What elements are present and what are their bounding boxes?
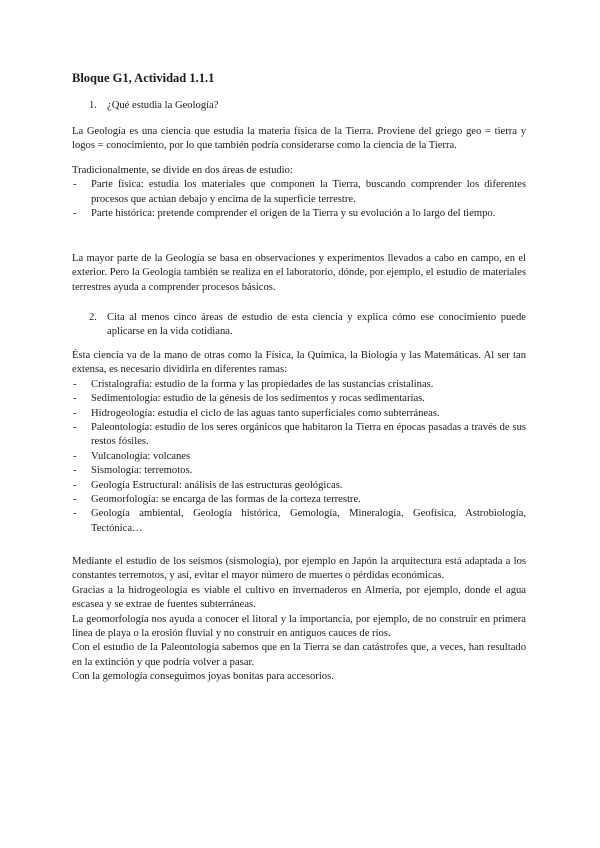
list-item: - Sismología: terremotos. xyxy=(72,464,526,478)
list-item: - Cristalografía: estudio de la forma y las propiedades de las sustancias cristalinas. xyxy=(72,378,526,392)
list-item: - Paleontología: estudio de los seres orgánicos que habitaron la Tierra en épocas pasadas a través de sus restos fósiles. xyxy=(72,421,526,450)
divisions-section xyxy=(72,164,526,222)
application-paragraph: Con la gemología conseguimos joyas bonitas para accesorios. xyxy=(72,671,334,683)
branches-lead: Ésta ciencia va de la mano de otras como la Física, la Química, la Biología y las Matemáticas. Al ser tan extensa, es necesario dividirla en diferentes ramas: xyxy=(72,350,526,376)
list-item: - Hidrogeología: estudia el ciclo de las aguas tanto superficiales como subterráneas. xyxy=(72,407,526,421)
list-item: - Geología Estructural: análisis de las estructuras geológicas. xyxy=(72,479,526,493)
question-2 xyxy=(89,311,526,340)
question-1 xyxy=(89,99,526,113)
application-paragraph: Gracias a la hidrogeología es viable el cultivo en invernaderos en Almería, por ejemplo, donde el agua escasea y se extrae de fuentes subterráneas. xyxy=(72,584,526,611)
list-item: - Sedimentología: estudio de la génesis de los sedimentos y rocas sedimentarias. xyxy=(72,392,526,406)
divisions-list xyxy=(72,178,526,221)
branches-list xyxy=(72,378,526,536)
divisions-lead: Tradicionalmente, se divide en dos áreas de estudio: xyxy=(72,165,293,176)
question-number: 2. xyxy=(89,312,97,323)
application-paragraph: Con el estudio de la Paleontología sabemos que en la Tierra se dan catástrofes que, a veces, han resultado en la extinción y que podría volver a pasar. xyxy=(72,642,526,668)
methods-paragraph: La mayor parte de la Geología se basa en observaciones y experimentos llevados a cabo en campo, en el exterior. Pero la Geología también se realiza en el laboratorio, dónde, por ejemplo, el estudio de materiales terrestres ayuda a comprender procesos básicos. xyxy=(72,253,526,293)
question-text: ¿Qué estudia la Geología? xyxy=(107,100,219,111)
list-item: - Vulcanología: volcanes xyxy=(72,450,526,464)
branches-section xyxy=(72,349,526,536)
intro-paragraph: La Geología es una ciencia que estudia la materia física de la Tierra. Proviene del griego geo = tierra y logos = conocimiento, por lo que también podría considerarse como la ciencia de la Tierra. xyxy=(72,126,526,152)
page-title: Bloque G1, Actividad 1.1.1 xyxy=(72,71,215,85)
list-item: - Geología ambiental, Geología histórica, Gemología, Mineralogía, Geofísica, Astrobiología, Tectónica… xyxy=(72,507,526,536)
applications-section xyxy=(72,555,526,685)
list-item: - Geomorfología: se encarga de las formas de la corteza terrestre. xyxy=(72,493,526,507)
list-item: - Parte física: estudia los materiales que componen la Tierra, buscando comprender los diferentes procesos que actúan debajo y encima de la superficie terrestre. xyxy=(72,178,526,207)
application-paragraph: Mediante el estudio de los seísmos (sismología), por ejemplo en Japón la arquitectura está adaptada a los constantes terremotos, y así, evitar el mayor número de muertes o pérdidas económicas. xyxy=(72,556,526,582)
application-paragraph: La geomorfología nos ayuda a conocer el litoral y la importancia, por ejemplo, de no construir en primera línea de playa o la erosión fluvial y no construir en antiguos cauces de ríos. xyxy=(72,613,526,640)
question-text: Cita al menos cinco áreas de estudio de esta ciencia y explica cómo ese conocimiento puede aplicarse en la vida cotidiana. xyxy=(107,312,526,338)
question-number: 1. xyxy=(89,100,97,111)
list-item: - Parte histórica: pretende comprender el origen de la Tierra y su evolución a lo largo del tiempo. xyxy=(72,207,526,221)
